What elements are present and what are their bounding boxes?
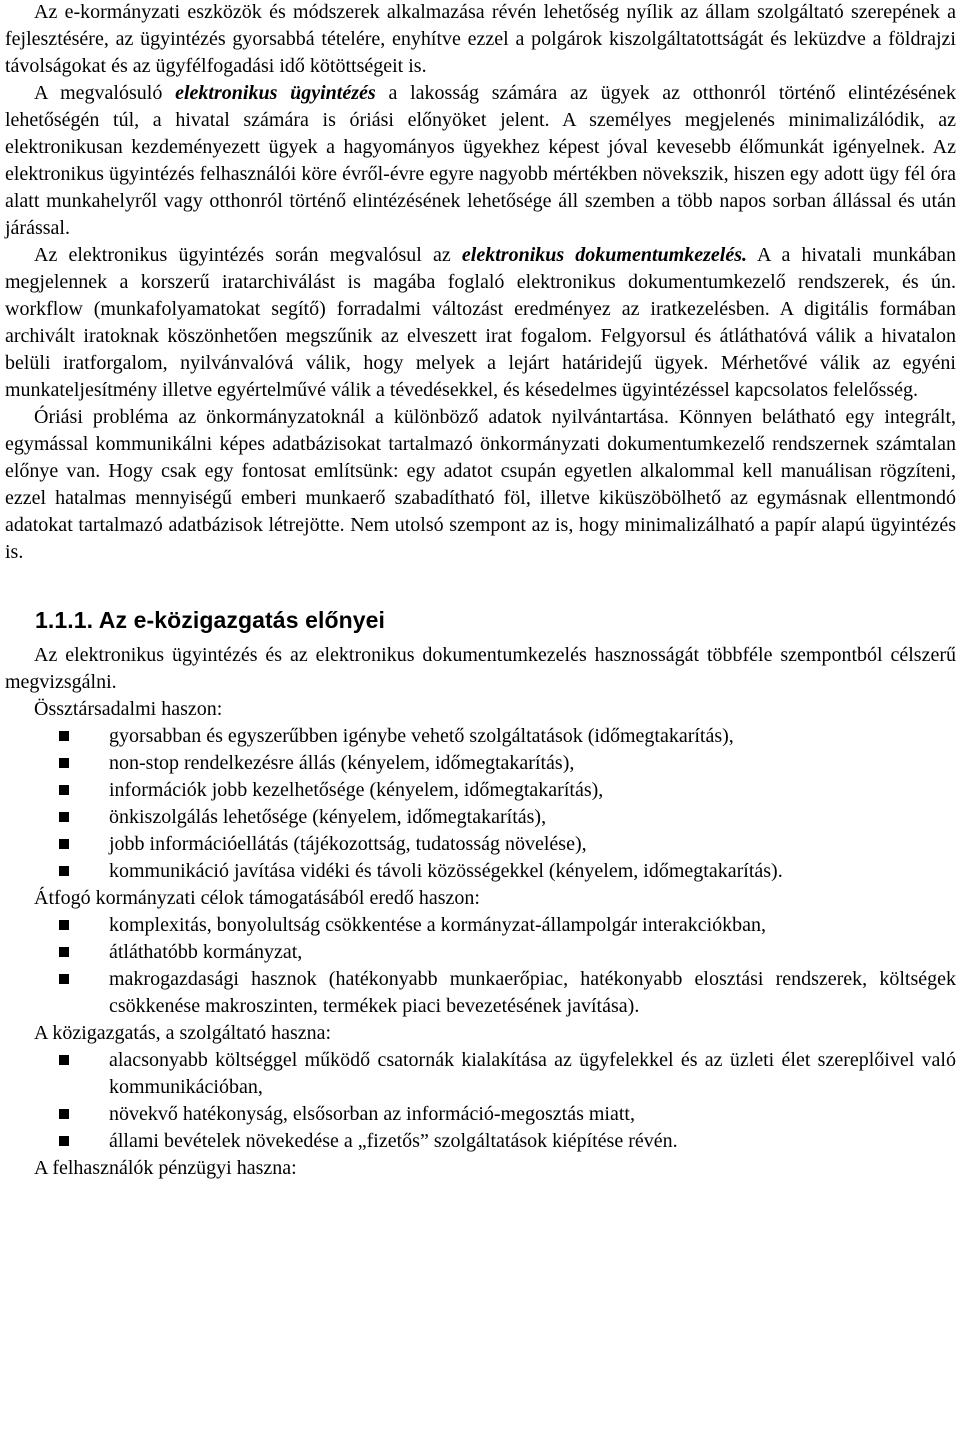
square-bullet-icon bbox=[59, 731, 69, 741]
square-bullet-icon bbox=[59, 785, 69, 795]
paragraph-text: Az elektronikus ügyintézés során megvalósul az bbox=[34, 244, 462, 266]
bullet-list bbox=[5, 912, 956, 1020]
paragraph-electronic-administration bbox=[5, 80, 956, 242]
list-item-text: információk jobb kezelhetősége (kényelem, időmegtakarítás), bbox=[109, 779, 604, 801]
square-bullet-icon bbox=[59, 866, 69, 876]
group-title: Össztársadalmi haszon: bbox=[34, 698, 223, 720]
list-item bbox=[109, 723, 956, 750]
list-item-text: állami bevételek növekedése a „fizetős” szolgáltatások kiépítése révén. bbox=[109, 1130, 678, 1152]
square-bullet-icon bbox=[59, 947, 69, 957]
list-item bbox=[109, 939, 956, 966]
list-item-text: önkiszolgálás lehetősége (kényelem, időmegtakarítás), bbox=[109, 806, 547, 828]
list-item-text: jobb információellátás (tájékozottság, tudatosság növelése), bbox=[109, 833, 587, 855]
benefit-group bbox=[5, 696, 956, 885]
list-item-text: komplexitás, bonyolultság csökkentése a kormányzat-állampolgár interakciókban, bbox=[109, 914, 767, 936]
list-item bbox=[109, 1128, 956, 1155]
list-item bbox=[109, 831, 956, 858]
section-intro: Az elektronikus ügyintézés és az elektronikus dokumentumkezelés hasznosságát többféle szempontból célszerű megvizsgálni. bbox=[5, 644, 956, 693]
paragraph-text: A a hivatali munkában megjelennek a korszerű iratarchiválást is magába foglaló elektronikus dokumentumkezelő rendszerek, és ún. workflow (munkafolyamatokat segítő) forradalmi változást eredményez az iratkezelésben. A digitális formában archivált iratoknak köszönhetően megszűnik az elveszett irat fogalom. Felgyorsul és átláthatóvá válik a hivatalon belüli iratforgalom, nyilvánvalóvá válik, hogy melyek a lejárt határidejű ügyek. Mérhetővé válik az egyéni munkateljesítmény illetve egyértelművé válik a tévedésekkel, és késedelmes ügyintézéssel kapcsolatos felelősség. bbox=[5, 244, 957, 401]
paragraph-intro: Az e-kormányzati eszközök és módszerek alkalmazása révén lehetőség nyílik az állam szolgáltató szerepének a fejlesztésére, az ügyintézés gyorsabbá tételére, enyhítve ezzel a polgárok kiszolgáltatottságát és leküzdve a földrajzi távolságokat és az ügyfélfogadási idő kötöttségeit is. bbox=[5, 1, 956, 77]
square-bullet-icon bbox=[59, 812, 69, 822]
paragraph-document-management bbox=[5, 242, 956, 404]
bullet-list bbox=[5, 1047, 956, 1155]
list-item bbox=[109, 1101, 956, 1128]
list-item-text: makrogazdasági hasznok (hatékonyabb munkaerőpiac, hatékonyabb elosztási rendszerek, költségek csökkenése makroszinten, termékek piaci bevezetésének javítása). bbox=[109, 968, 956, 1017]
list-item bbox=[109, 777, 956, 804]
list-item-text: non-stop rendelkezésre állás (kényelem, időmegtakarítás), bbox=[109, 752, 575, 774]
list-item bbox=[109, 912, 956, 939]
square-bullet-icon bbox=[59, 839, 69, 849]
square-bullet-icon bbox=[59, 1109, 69, 1119]
list-item bbox=[109, 750, 956, 777]
benefit-group bbox=[5, 885, 956, 1020]
emphasis-term: elektronikus dokumentumkezelés. bbox=[461, 244, 747, 266]
benefit-group bbox=[5, 1155, 956, 1182]
paragraph-text: a lakosság számára az ügyek az otthonról történő elintézésének lehetőségén túl, a hivatal számára is óriási előnyöket jelent. A személyes megjelenés minimalizálódik, az elektronikusan kezdeményezett ügyek a hagyományos ügyekhez képest jóval kevesebb élőmunkát igényelnek. Az elektronikus ügyintézés felhasználói köre évről-évre egyre nagyobb mértékben növekszik, hiszen egy adott ügy fél óra alatt munkahelyről vagy otthonról történő elintézésének lehetősége áll szemben a több napos sorban állással és után járással. bbox=[5, 82, 957, 239]
list-item-text: gyorsabban és egyszerűbben igénybe vehető szolgáltatások (időmegtakarítás), bbox=[109, 725, 734, 747]
list-item bbox=[109, 804, 956, 831]
benefit-group bbox=[5, 1020, 956, 1155]
list-item-text: átláthatóbb kormányzat, bbox=[109, 941, 303, 963]
square-bullet-icon bbox=[59, 1136, 69, 1146]
group-title: A felhasználók pénzügyi haszna: bbox=[34, 1157, 297, 1179]
list-item bbox=[109, 1047, 956, 1101]
square-bullet-icon bbox=[59, 974, 69, 984]
square-bullet-icon bbox=[59, 1055, 69, 1065]
group-title: Átfogó kormányzati célok támogatásából eredő haszon: bbox=[34, 887, 480, 909]
list-item-text: alacsonyabb költséggel működő csatornák kialakítása az ügyfelekkel és az üzleti élet szereplőivel való kommunikációban, bbox=[109, 1049, 956, 1098]
list-item-text: növekvő hatékonyság, elsősorban az információ-megosztás miatt, bbox=[109, 1103, 635, 1125]
section-heading: 1.1.1. Az e-közigazgatás előnyei bbox=[35, 607, 386, 633]
square-bullet-icon bbox=[59, 758, 69, 768]
paragraph-text: A megvalósuló bbox=[34, 82, 176, 104]
bullet-list bbox=[5, 723, 956, 885]
list-item bbox=[109, 858, 956, 885]
group-title: A közigazgatás, a szolgáltató haszna: bbox=[34, 1022, 332, 1044]
list-item-text: kommunikáció javítása vidéki és távoli közösségekkel (kényelem, időmegtakarítás). bbox=[109, 860, 783, 882]
document-page bbox=[5, 0, 956, 1182]
list-item bbox=[109, 966, 956, 1020]
paragraph-municipal-data: Óriási probléma az önkormányzatoknál a különböző adatok nyilvántartása. Könnyen belátható egy integrált, egymással kommunikálni képes adatbázisokat tartalmazó önkormányzati dokumentumkezelő rendszernek számtalan előnye van. Hogy csak egy fontosat említsünk: egy adatot csupán egyetlen alkalommal kell manuálisan rögzíteni, ezzel hatalmas mennyiségű emberi munkaerő szabadítható föl, illetve kiküszöbölhető az egymásnak ellentmondó adatokat tartalmazó adatbázisok létrejötte. Nem utolsó szempont az is, hogy minimalizálható a papír alapú ügyintézés is. bbox=[5, 406, 956, 563]
emphasis-term: elektronikus ügyintézés bbox=[175, 82, 376, 104]
square-bullet-icon bbox=[59, 920, 69, 930]
